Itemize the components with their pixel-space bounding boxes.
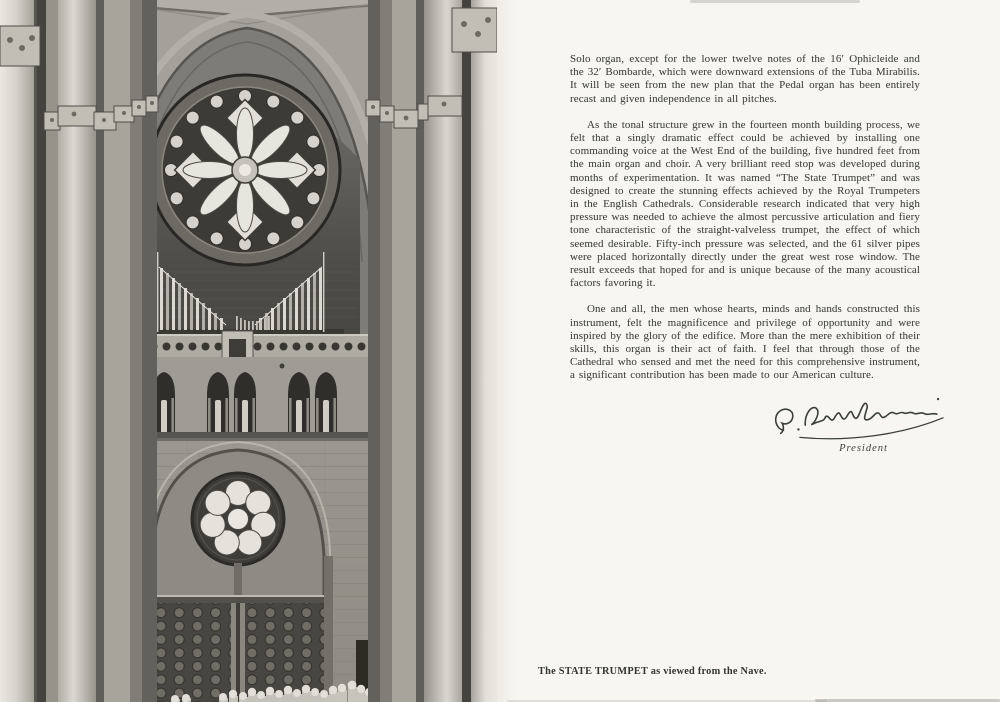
photo-tone-overlay — [0, 0, 497, 702]
scan-artifact-top — [690, 0, 860, 3]
photo-page — [0, 0, 497, 702]
cathedral-photo — [0, 0, 497, 702]
signature-title: President — [839, 442, 888, 454]
text-page — [497, 0, 1000, 702]
photo-caption: The STATE TRUMPET as viewed from the Nave. — [538, 666, 767, 677]
paragraph-one-and-all: One and all, the men whose hearts, minds and hands constructed this instrument, felt the magnificence and privilege of opportunity and were inspired by the glory of the edifice. More than the mere exhibition of their skills, this organ is their act of faith. I feel that through those of the Cathedral who sensed and met the need for this comprehensive instrument, a significant contribution has been made to our American culture. — [570, 303, 920, 382]
signature-block — [771, 396, 956, 454]
body-text-column — [570, 53, 920, 454]
paragraph-state-trumpet: As the tonal structure grew in the fourteen month building process, we felt that a singly dramatic effect could be achieved by installing one commanding voice at the West End of the building, five hundred feet from the main organ and choir. A very brilliant reed stop was developed during months of experimentation. It was named “The State Trumpet” and was designed to create the stunning effects achieved by the Royal Trumpeters in the English Cathedrals. Considerable research indicated that very high pressure was needed to achieve the almost percussive articulation and fiery tone characteristic of the straight-valveless trumpet, the effect of which seemed desirable. Fifty-inch pressure was selected, and the 61 silver pipes were placed horizontally directly under the great west rose window. The result exceeds that hoped for and is unique because of the many acoustical factors favoring it. — [570, 118, 920, 290]
signature-handwriting — [770, 391, 957, 447]
paragraph-solo-organ: Solo organ, except for the lower twelve notes of the 16′ Ophicleide and the 32′ Bombarde, which were downward extensions of the Tuba Mirabilis. It will be seen from the new plan that the Pedal organ has been entirely recast and given independence in all pitches. — [570, 53, 920, 105]
